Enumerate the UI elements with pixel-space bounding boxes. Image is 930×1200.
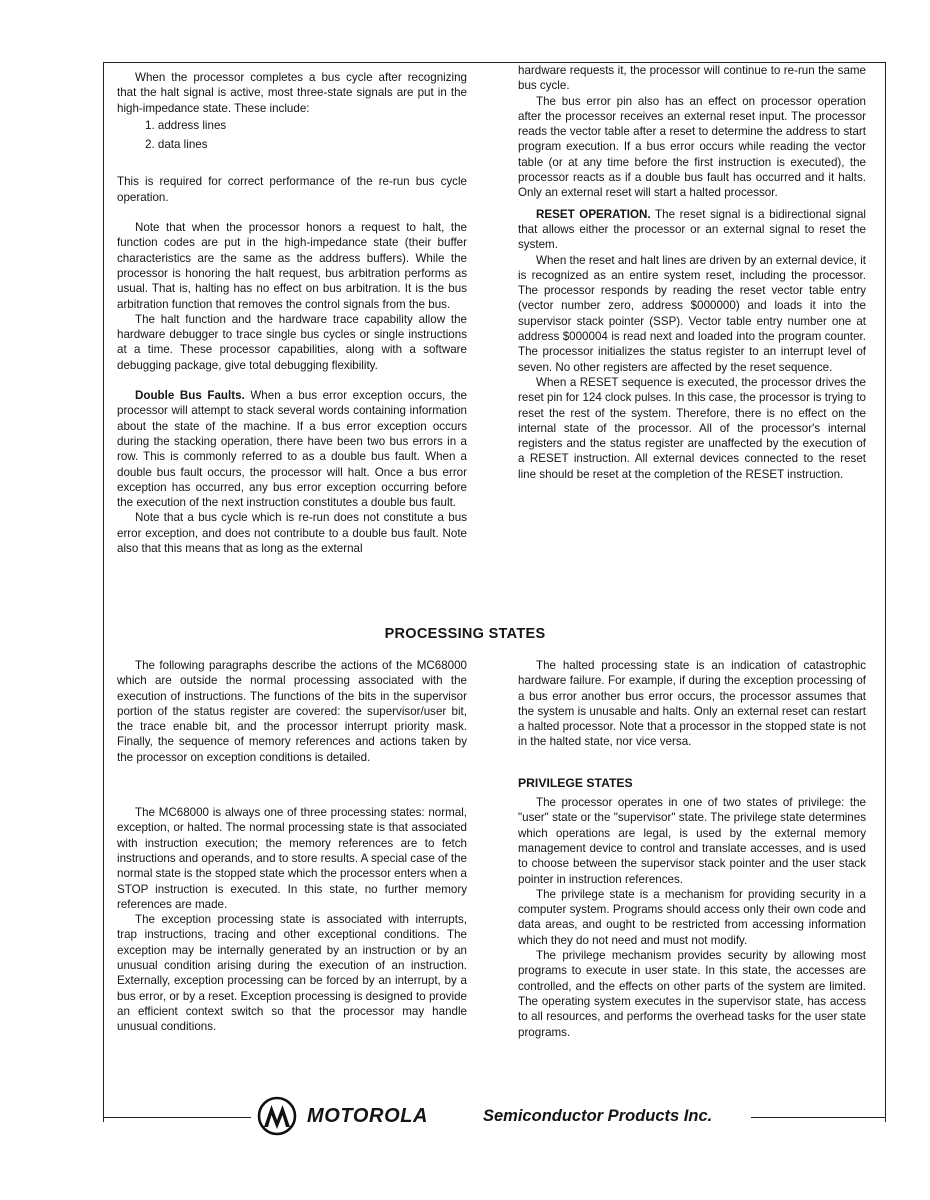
halt-signal-list (145, 118, 467, 153)
paragraph: The MC68000 is always one of three processing states: normal, exception, or halted. The normal processing state is that associated with instruction execution; the memory references are to fetch instructions and operands, and to store results. A special case of the normal state is the stopped state which the processor enters when a STOP instruction is executed. In this state, no further memory references are made. (117, 806, 467, 911)
paragraph (117, 388, 467, 510)
paragraph: This is required for correct performance of the re-run bus cycle operation. (117, 175, 467, 204)
brand-name: MOTOROLA (307, 1105, 429, 1127)
paragraph: The halt function and the hardware trace capability allow the hardware debugger to trace single bus cycles or single instructions at a time. These processor capabilities, along with a software debugging package, give total debugging flexibility. (117, 312, 467, 372)
section-heading: PROCESSING STATES (384, 626, 546, 642)
paragraph (518, 207, 866, 253)
paragraph: The privilege state is a mechanism for providing security in a computer system. Programs should access only their own code and data areas, and ought to be restricted from accessing information which they do not need and must not modify. (518, 887, 866, 947)
paragraph: When a RESET sequence is executed, the processor drives the reset pin for 124 clock pulses. In this case, the processor is trying to reset the rest of the system. Therefore, there is no effect on the internal state of the processor. All of the processor's internal registers and the status register are unaffected by the execution of a RESET instruction. All external devices connected to the reset line should be reset at the completion of the RESET instruction. (518, 375, 866, 481)
paragraph: Note that a bus cycle which is re-run does not constitute a bus error exception, and does not contribute to a double bus fault. Note also that this means that as long as the external (117, 511, 467, 556)
paragraph: When the processor completes a bus cycle after recognizing that the halt signal is active, most three-state signals are put in the high-impedance state. These include: (117, 71, 467, 115)
paragraph: The bus error pin also has an effect on processor operation after the processor receives an external reset input. The processor reads the vector table after a reset to determine the address to start program execution. If a bus error occurs while reading the vector table (or at any time before the first instruction is executed), the processor reacts as if a double bus fault has occurred and it halts. Only an external reset will start a halted processor. (518, 94, 866, 200)
footer-rule-right (751, 1117, 886, 1118)
paragraph-text: The reset signal is a bidirectional signal that allows either the processor or an external signal to reset the system. (518, 207, 866, 252)
page-footer (103, 1095, 886, 1139)
brand-subtitle: Semiconductor Products Inc. (483, 1107, 713, 1125)
left-column-top (117, 70, 467, 556)
paragraph: The following paragraphs describe the actions of the MC68000 which are outside the normal processing associated with the execution of instructions. The functions of the bits in the supervisor portion of the status register are covered: the supervisor/user bit, the trace enable bit, and the processor interrupt priority mask. Finally, the sequence of memory references and actions taken by the processor on exception conditions is detailed. (117, 659, 467, 764)
right-column-top (518, 63, 866, 482)
subsection-heading: PRIVILEGE STATES (518, 775, 633, 790)
right-column-bottom (518, 658, 866, 1040)
paragraph: When the reset and halt lines are driven by an external device, it is recognized as an entire system reset, including the processor. The processor responds by reading the reset vector table entry (vector number zero, address $000000) and loads it into the supervisor stack pointer (SSP). Vector table entry number one at address $000004 is read next and loaded into the program counter. The processor initializes the status register to an interrupt level of seven. No other registers are affected by the reset sequence. (518, 253, 866, 374)
list-item: 2. data lines (145, 138, 208, 152)
run-in-heading: Double Bus Faults. (135, 389, 245, 403)
run-in-heading: RESET OPERATION. (536, 207, 651, 221)
paragraph-text: When a bus error exception occurs, the processor will attempt to stack several words containing information about the state of the machine. If a bus error exception occurs during the stacking operation, there have been two bus errors in a row. This is commonly referred to as a double bus fault. When a double bus fault occurs, the processor will halt. Once a bus error exception has occurred, any bus error exception occurring before the execution of the next instruction constitutes a double bus fault. (117, 389, 467, 510)
motorola-batwing-logo-icon (257, 1096, 297, 1136)
paragraph: The halted processing state is an indication of catastrophic hardware failure. For example, if during the exception processing of a bus error another bus error occurs, the processor assumes that the system is unusable and halts. Only an external reset can restart a halted processor. Note that a processor in the stopped state is not in the halted state, nor vice versa. (518, 659, 866, 749)
paragraph: The privilege mechanism provides security by allowing most programs to execute in user state. In this state, the accesses are controlled, and the effects on other parts of the system are limited. The operating system executes in the supervisor state, has access to all resources, and performs the overhead tasks for the user state programs. (518, 949, 866, 1039)
footer-rule-left (103, 1117, 251, 1118)
paragraph: Note that when the processor honors a request to halt, the function codes are put in the high-impedance state (their buffer characteristics are the same as the address buffers). While the processor is honoring the halt request, bus arbitration performs as usual. That is, halting has no effect on bus arbitration. It is the bus arbitration function that removes the control signals from the bus. (117, 221, 467, 311)
paragraph: The processor operates in one of two states of privilege: the "user" state or the "supervisor" state. The privilege state determines which operations are legal, is used by the external memory management device to control and translate accesses, and is used to choose between the supervisor stack pointer and the user stack pointer in instruction references. (518, 796, 866, 886)
list-item: 1. address lines (145, 118, 227, 132)
paragraph: hardware requests it, the processor will continue to re-run the same bus cycle. (518, 64, 866, 93)
left-column-bottom (117, 658, 467, 1035)
paragraph: The exception processing state is associated with interrupts, trap instructions, tracing and other exceptional conditions. The exception may be internally generated by an instruction or by an unusual condition arising during the execution of an instruction. Externally, exception processing can be forced by an interrupt, by a bus error, or by a reset. Exception processing is designed to provide an efficient context switch so that the processor may handle unusual conditions. (117, 913, 467, 1034)
